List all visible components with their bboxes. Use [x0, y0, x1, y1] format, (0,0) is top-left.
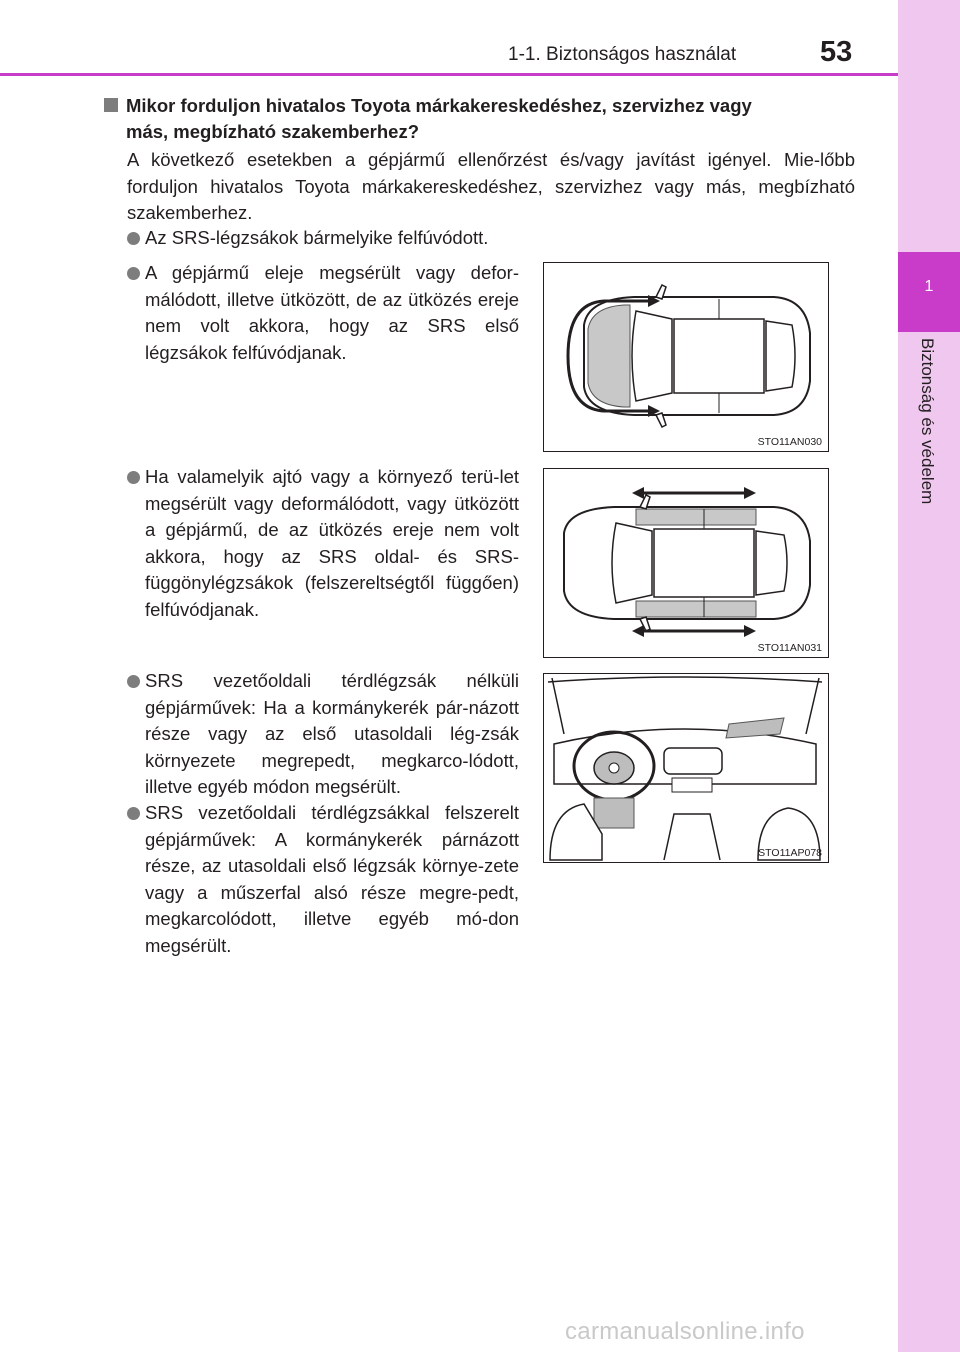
list-item — [127, 464, 519, 623]
bullet-dot-icon — [127, 675, 140, 688]
dashboard-airbag-icon — [544, 674, 827, 861]
bullet-dot-icon — [127, 471, 140, 484]
bullet-dot-icon — [127, 807, 140, 820]
page-number: 53 — [820, 36, 853, 68]
chapter-side-tab — [898, 0, 960, 1352]
list-item — [127, 260, 519, 366]
header-divider — [0, 73, 898, 76]
figure-side-damage — [543, 468, 829, 658]
list-item — [127, 225, 855, 252]
list-item — [127, 800, 519, 959]
list-item-text: Az SRS-légzsákok bármelyike felfúvódott. — [145, 227, 489, 248]
figure-dashboard — [543, 673, 829, 863]
car-side-damage-icon — [544, 469, 827, 656]
intro-paragraph: A következő esetekben a gépjármű ellenőrzést és/vagy javítást igényel. Mie-lőbb forduljon hivatalos Toyota márkakereskedéshez, szervizhez vagy más, megbízható szakemberhez. — [127, 149, 855, 223]
section-heading — [104, 93, 856, 145]
section-heading-line2: más, megbízható szakemberhez? — [126, 121, 420, 142]
bullet-dot-icon — [127, 232, 140, 245]
car-front-damage-icon — [544, 263, 827, 450]
bullet-dot-icon — [127, 267, 140, 280]
list-item — [127, 668, 519, 801]
watermark: carmanualsonline.info — [565, 1318, 805, 1345]
running-header: 1-1. Biztonságos használat — [508, 44, 737, 65]
section-heading-line1: Mikor forduljon hivatalos Toyota márkakereskedéshez, szervizhez vagy — [126, 95, 752, 116]
list-item-text: SRS vezetőoldali térdlégzsák nélküli gépjárművek: Ha a kormánykerék pár-názott része vagy az első utasoldali lég-zsák környezete megrepedt, megkarco-lódott, illetve egyéb módon megsérült. — [145, 670, 519, 797]
list-item-text: SRS vezetőoldali térdlégzsákkal felszerelt gépjárművek: A kormánykerék párnázott része, az utasoldali első légzsák környe-zete vagy a műszerfal alsó része megre-pedt, megkarcolódott, illetve egyéb mó-don megsérült. — [145, 802, 519, 956]
figure-code: STO11AN030 — [757, 436, 822, 448]
figure-front-damage — [543, 262, 829, 452]
chapter-number: 1 — [924, 278, 934, 295]
figure-code: STO11AP078 — [758, 847, 822, 859]
list-item-text: A gépjármű eleje megsérült vagy defor-málódott, illetve ütközött, de az ütközés ereje nem volt akkora, hogy az SRS első légzsákok felfúvódjanak. — [145, 262, 519, 363]
list-item-text: Ha valamelyik ajtó vagy a környező terü-let megsérült vagy deformálódott, vagy ütközött a gépjármű, de az ütközés ereje nem volt akkora, hogy az SRS oldal- és SRS-függönylégzsákok (felszereltségtől függően) felfúvódjanak. — [145, 466, 519, 620]
chapter-title: Biztonság és védelem — [918, 338, 937, 505]
figure-code: STO11AN031 — [757, 642, 822, 654]
square-bullet-icon — [104, 98, 118, 112]
